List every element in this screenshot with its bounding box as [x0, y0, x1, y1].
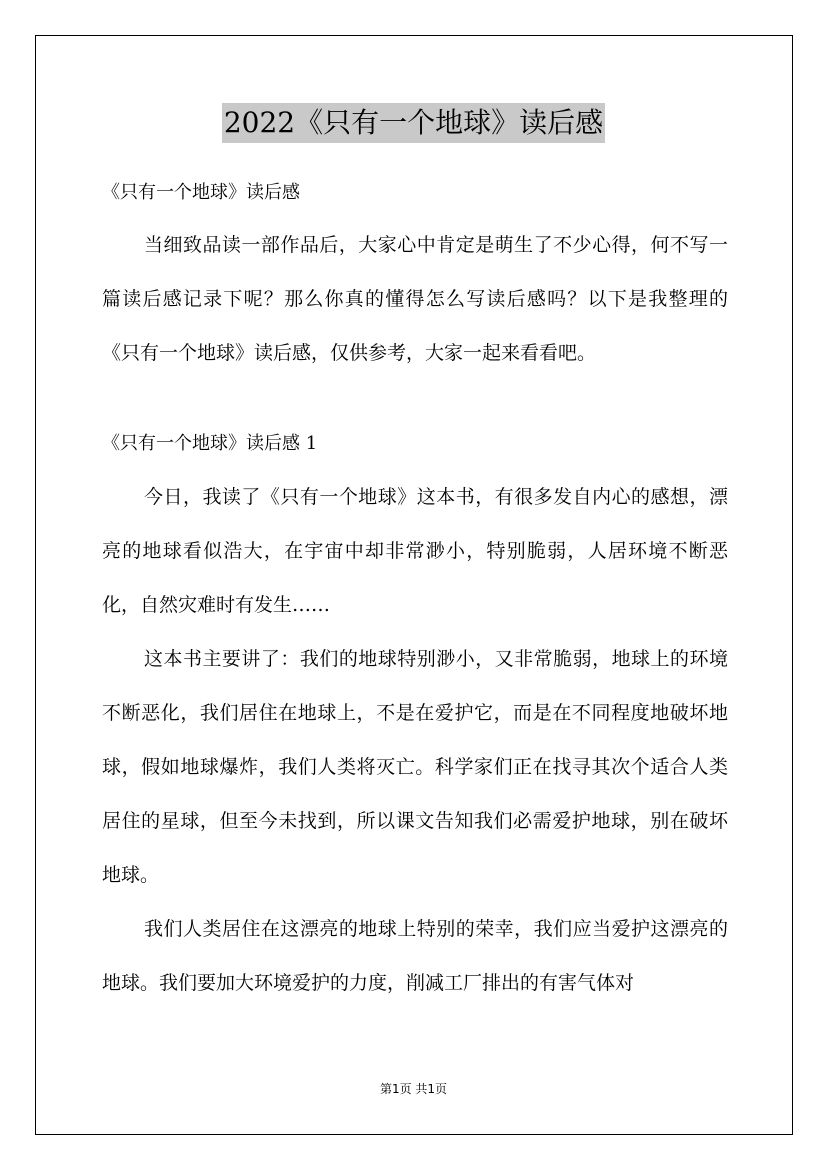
body-paragraph-3: 我们人类居住在这漂亮的地球上特别的荣幸，我们应当爱护这漂亮的地球。我们要加大环境爱护的力度，削减工厂排出的有害气体对	[102, 918, 728, 994]
section-gap	[102, 380, 728, 424]
document-title: 2022《只有一个地球》读后感	[222, 103, 605, 143]
body-paragraph-1: 今日，我读了《只有一个地球》这本书，有很多发自内心的感想，漂亮的地球看似浩大，在宇宙中却非常渺小，特别脆弱，人居环境不断恶化，自然灾难时有发生……	[102, 486, 728, 616]
body-paragraph-2: 这本书主要讲了：我们的地球特别渺小，又非常脆弱，地球上的环境不断恶化，我们居住在地球上，不是在爱护它，而是在不同程度地破坏地球，假如地球爆炸，我们人类将灭亡。科学家们正在找寻其次个适合人类居住的星球，但至今未找到，所以课文告知我们必需爱护地球，别在破坏地球。	[102, 648, 728, 886]
intro-paragraph: 当细致品读一部作品后，大家心中肯定是萌生了不少心得，何不写一篇读后感记录下呢？那么你真的懂得怎么写读后感吗？以下是我整理的《只有一个地球》读后感，仅供参考，大家一起来看看吧。	[102, 234, 728, 364]
title-container	[0, 103, 827, 143]
document-body	[102, 173, 728, 1010]
subtitle: 《只有一个地球》读后感	[102, 182, 300, 203]
section-heading: 《只有一个地球》读后感 1	[102, 433, 318, 454]
page-footer: 第1页 共1页	[379, 1082, 448, 1096]
